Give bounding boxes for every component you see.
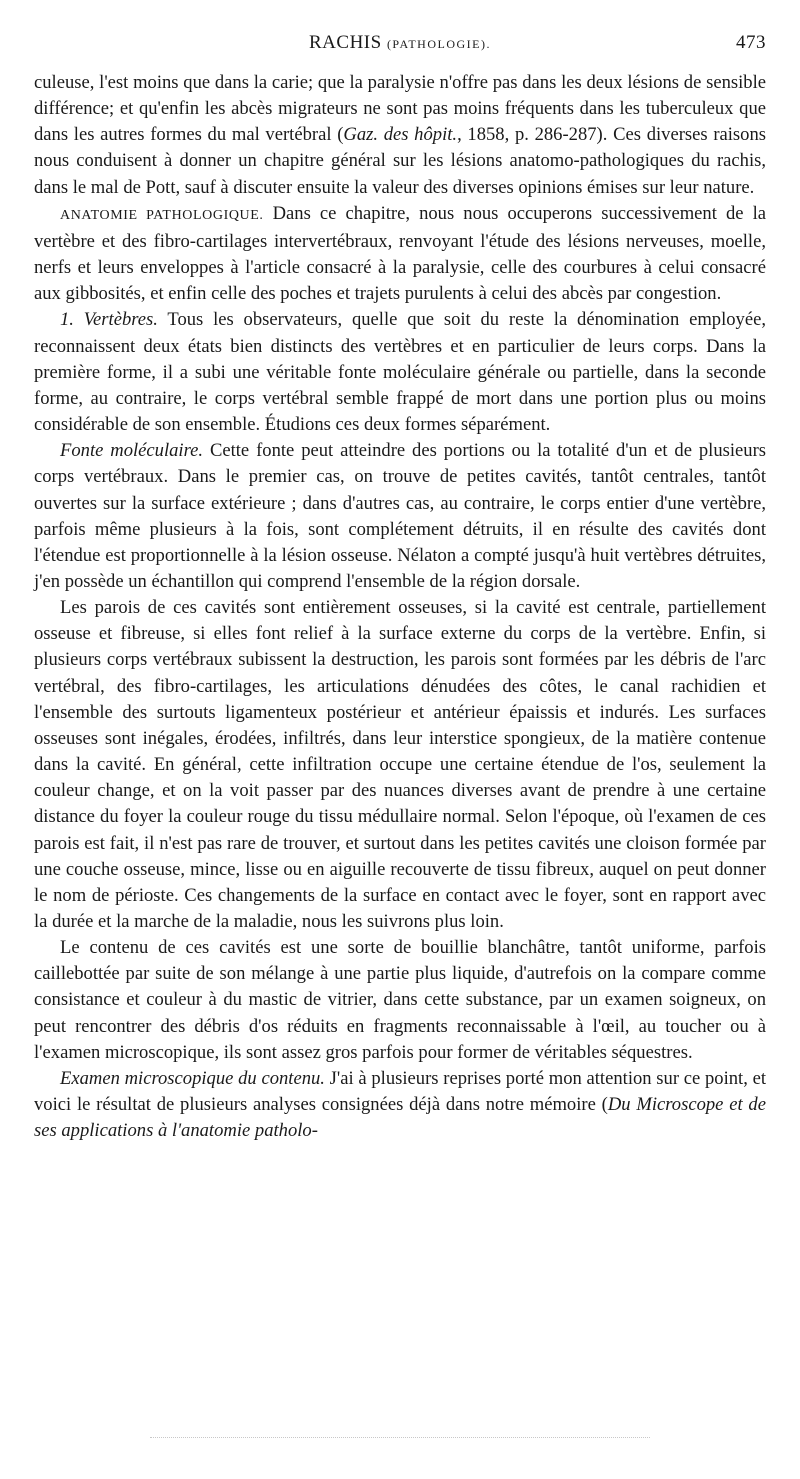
paragraph-1	[34, 70, 766, 201]
section-heading-anatomie: ANATOMIE PATHOLOGIQUE.	[60, 207, 264, 223]
citation-gaz-hopit: Gaz. des hôpit.	[343, 124, 458, 146]
section-heading-vertebres: 1. Vertèbres.	[60, 309, 158, 331]
paragraph-examen-text: J'ai à plusieurs reprises porté mon attention sur ce point, et voici le résultat de plusieurs analyses consignées déjà dans notre mémoire (	[34, 1067, 766, 1116]
bottom-scan-artifact	[150, 1437, 650, 1439]
body-text	[34, 70, 766, 1144]
paragraph-anatomie	[34, 201, 766, 308]
citation-du-microscope: Du Microscope et de ses applications à l'anatomie patholo-	[34, 1094, 766, 1142]
running-header	[34, 30, 766, 58]
document-page	[34, 30, 766, 1144]
paragraph-fonte	[34, 438, 766, 595]
running-title	[34, 32, 766, 54]
paragraph-parois	[34, 595, 766, 935]
section-heading-fonte: Fonte moléculaire.	[60, 440, 204, 462]
paragraph-contenu	[34, 935, 766, 1066]
paragraph-examen	[34, 1066, 766, 1144]
paragraph-parois-text: Les parois de ces cavités sont entièrement osseuses, si la cavité est centrale, partiellement osseuse et fibreuse, si elles font relief à la surface externe du corps de la vertèbre. Enfin, si plusieurs corps vertébraux subissent la destruction, les parois sont formées par les débris de l'arc vertébral, des fibro-cartilages, les articulations dénudées des côtes, le canal rachidien et l'ensemble des surtouts ligamenteux postérieur et antérieur épaissis et indurés. Les surfaces osseuses sont inégales, érodées, infiltrés, dans leur interstice spongieux, de la matière contenue dans la cavité. En général, cette infiltration occupe une certaine étendue de l'os, seulement la couleur change, et on la voit passer par des nuances diverses avant de prendre à une certaine distance du foyer la couleur rouge du tissu médullaire normal. Selon l'époque, où l'examen de ces parois est fait, il n'est pas rare de trouver, et surtout dans les petites cavités une cloison formée par une couche osseuse, mince, lisse ou en aiguille recouverte de tissu fibreux, auquel on peut donner le nom de périoste. Ces changements de la surface en contact avec le foyer, sont en rapport avec la durée et la marche de la maladie, nous les suivrons plus loin.	[34, 597, 766, 932]
section-heading-examen: Examen microscopique du contenu.	[60, 1067, 325, 1089]
page-number: 473	[736, 32, 766, 53]
running-title-sub: (PATHOLOGIE).	[386, 37, 491, 51]
running-title-main: RACHIS	[309, 32, 382, 53]
paragraph-fonte-text: Cette fonte peut atteindre des portions ou la totalité d'un et de plusieurs corps vertébraux. Dans le premier cas, on trouve de petites cavités, tantôt centrales, tantôt ouvertes sur la surface extérieure ; dans d'autres cas, au contraire, le corps entier d'une vertèbre, parfois même plusieurs à la fois, sont complétement détruits, il en résulte des cavités dont l'étendue est proportionnelle à la lésion osseuse. Nélaton a compté jusqu'à huit vertèbres détruites, j'en possède un échantillon qui comprend l'ensemble de la région dorsale.	[34, 440, 766, 592]
paragraph-anatomie-text: Dans ce chapitre, nous nous occuperons successivement de la vertèbre et des fibro-cartilages intervertébraux, renvoyant l'étude des lésions nerveuses, moelle, nerfs et leurs enveloppes à l'article consacré à la paralysie, celle des courbures à celui consacré aux gibbosités, et enfin celle des poches et trajets purulents à celui des abcès par congestion.	[34, 202, 766, 305]
paragraph-vertebres	[34, 307, 766, 438]
paragraph-1-text: culeuse, l'est moins que dans la carie; que la paralysie n'offre pas dans les deux lésions de sensible différence; et qu'enfin les abcès migrateurs ne sont pas moins fréquents dans les tuberculeux que dans les autres formes du mal vertébral (	[34, 72, 766, 146]
paragraph-contenu-text: Le contenu de ces cavités est une sorte de bouillie blanchâtre, tantôt uniforme, parfois caillebottée par suite de son mélange à une partie plus liquide, d'autrefois on la compare comme consistance et couleur à du mastic de vitrier, dans cette substance, par un examen soigneux, on peut rencontrer des débris d'os réduits en fragments reconnaissable à l'œil, au toucher ou à l'examen microscopique, ils sont assez gros parfois pour former de véritables séquestres.	[34, 937, 766, 1063]
paragraph-1-text-end: , 1858, p. 286-287). Ces diverses raisons nous conduisent à donner un chapitre général sur les lésions anatomo-pathologiques du rachis, dans le mal de Pott, sauf à discuter ensuite la valeur des diverses opinions émises sur leur nature.	[34, 124, 766, 198]
paragraph-vertebres-text: Tous les observateurs, quelle que soit du reste la dénomination employée, reconnaissent deux états bien distincts des vertèbres et en particulier de leurs corps. Dans la première forme, il a subi une véritable fonte moléculaire générale ou partielle, dans la seconde forme, au contraire, le corps vertébral semble frappé de mort dans une portion plus ou moins considérable de son ensemble. Étudions ces deux formes séparément.	[34, 309, 766, 436]
